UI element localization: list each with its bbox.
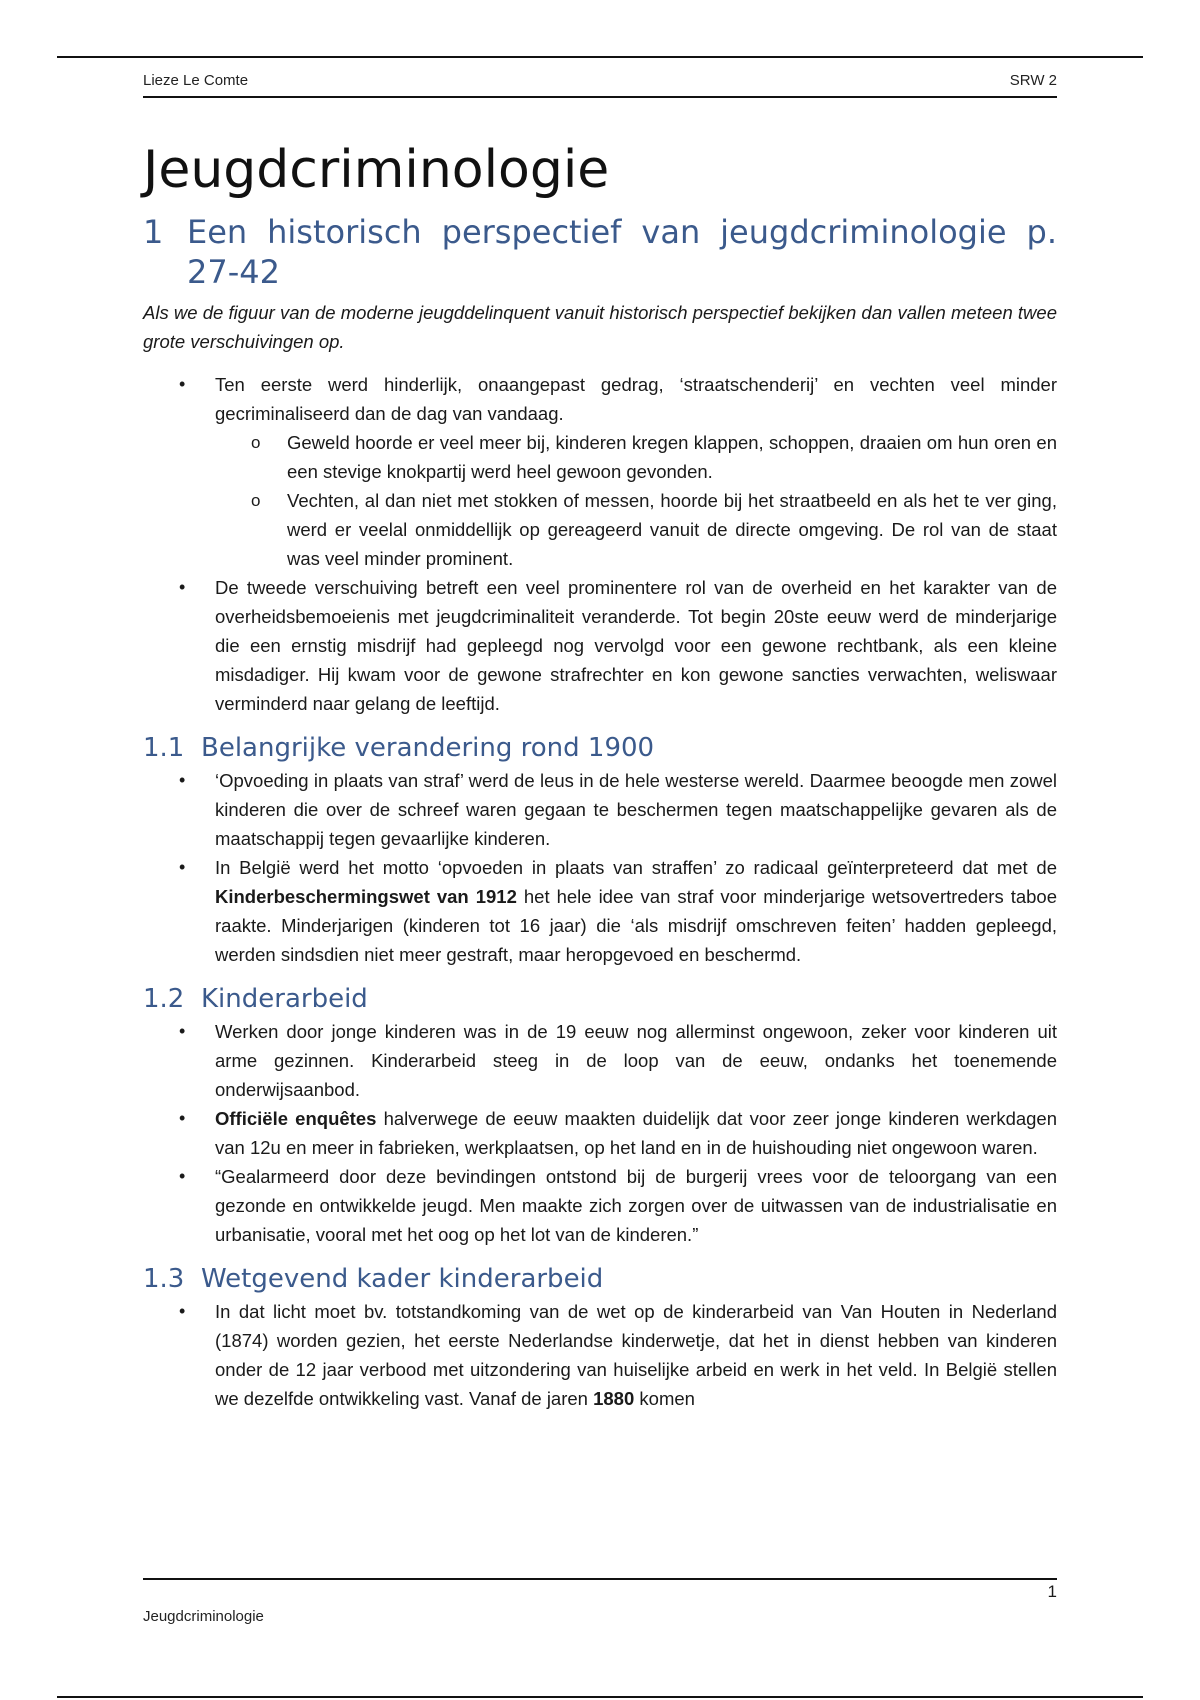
- list-item-text: ‘Opvoeding in plaats van straf’ werd de leus in de hele westerse wereld. Daarmee beoogde men zowel kinderen die over de schreef waren gegaan te beschermen tegen maatschappelijke gevaren als de maatschappij tegen gevaarlijke kinderen.: [215, 770, 1057, 849]
- subsection-title: Belangrijke verandering rond 1900: [201, 733, 655, 763]
- header-author: Lieze Le Comte: [143, 72, 249, 89]
- list-item-bold-text: Officiële enquêtes: [215, 1108, 377, 1129]
- section-1-1-heading: [143, 732, 1057, 764]
- subsection-number: 1.1: [143, 733, 185, 763]
- list-item-text: In België werd het motto ‘opvoeden in plaats van straffen’ zo radicaal geïnterpreteerd dat met de: [215, 857, 1057, 878]
- page-header: [143, 72, 1057, 98]
- list-item: [143, 1017, 1057, 1104]
- section-1-2-heading: [143, 983, 1057, 1015]
- list-item: [143, 1162, 1057, 1249]
- section-title: Een historisch perspectief van jeugdcriminologie p. 27-42: [187, 213, 1057, 291]
- header-course: SRW 2: [1009, 72, 1057, 89]
- sub-list-item-text: Geweld hoorde er veel meer bij, kinderen kregen klappen, schoppen, draaien om hun oren en een stevige knokpartij werd heel gewoon gevonden.: [287, 432, 1057, 482]
- page-bottom-rule: [57, 1696, 1143, 1698]
- list-item-text: “Gealarmeerd door deze bevindingen ontstond bij de burgerij vrees voor de teloorgang van een gezonde en ontwikkelde jeugd. Men maakte zich zorgen over de uitwassen van de industrialisatie en urbanisatie, vooral met het oog op het lot van de kinderen.”: [215, 1166, 1057, 1245]
- subsection-title: Wetgevend kader kinderarbeid: [201, 1264, 604, 1294]
- sub-list-item: [215, 486, 1057, 573]
- section-1-sublist: [215, 428, 1057, 573]
- list-item: [143, 853, 1057, 969]
- footer-label: Jeugdcriminologie: [143, 1608, 264, 1625]
- sub-list-item: [215, 428, 1057, 486]
- list-item-text: Ten eerste werd hinderlijk, onaangepast gedrag, ‘straatschenderij’ en vechten veel minder gecriminaliseerd dan de dag van vandaag.: [215, 374, 1057, 424]
- list-item-text: komen: [634, 1388, 695, 1409]
- subsection-title: Kinderarbeid: [201, 984, 368, 1014]
- subsection-number: 1.2: [143, 984, 185, 1014]
- list-item: [143, 766, 1057, 853]
- list-item: [143, 1297, 1057, 1413]
- section-1-list: [143, 370, 1057, 428]
- sub-list-item-text: Vechten, al dan niet met stokken of messen, hoorde bij het straatbeeld en als het te ver ging, werd er veelal onmiddellijk op gereageerd vanuit de directe omgeving. De rol van de staat was veel minder prominent.: [287, 490, 1057, 569]
- section-number: 1: [143, 213, 164, 251]
- list-item: [143, 1104, 1057, 1162]
- section-1-1-list: [143, 766, 1057, 969]
- list-item: [143, 573, 1057, 718]
- section-1-2-list: [143, 1017, 1057, 1249]
- section-1-3-heading: [143, 1263, 1057, 1295]
- list-item-text: In dat licht moet bv. totstandkoming van de wet op de kinderarbeid van Van Houten in Nederland (1874) worden gezien, het eerste Nederlandse kinderwetje, dat het in dienst hebben van kinderen onder de 12 jaar verbood met uitzondering van huiselijke arbeid en werk in het veld. In België stellen we dezelfde ontwikkeling vast. Vanaf de jaren: [215, 1301, 1057, 1409]
- list-item-text: halverwege de eeuw maakten duidelijk dat voor zeer jonge kinderen werkdagen van 12u en meer in fabrieken, werkplaatsen, op het land en in de huishouding niet ongewoon waren.: [215, 1108, 1058, 1158]
- list-item-bold-text: 1880: [593, 1388, 635, 1409]
- footer-rule: [143, 1578, 1057, 1580]
- section-1-list-continued: [143, 573, 1057, 718]
- list-item-text: De tweede verschuiving betreft een veel prominentere rol van de overheid en het karakter van de overheidsbemoeienis met jeugdcriminaliteit veranderde. Tot begin 20ste eeuw werd de minderjarige die een ernstig misdrijf had gepleegd nog vervolgd voor een gewone rechtbank, als een kleine misdadiger. Hij kwam voor de gewone strafrechter en kon gewone sancties verwachten, weliswaar verminderd naar gelang de leeftijd.: [215, 577, 1057, 714]
- list-item-text: het hele idee van straf voor minderjarige wetsovertreders taboe raakte. Minderjarigen (kinderen tot 16 jaar) die ‘als misdrijf omschreven feiten’ hadden gepleegd, werden sindsdien niet meer gestraft, maar heropgevoed en beschermd.: [215, 886, 1057, 965]
- section-1-heading: [143, 212, 1057, 292]
- document-title: Jeugdcriminologie: [143, 140, 610, 200]
- subsection-number: 1.3: [143, 1264, 185, 1294]
- section-1-intro: Als we de figuur van de moderne jeugddelinquent vanuit historisch perspectief bekijken dan vallen meteen twee grote verschuivingen op.: [143, 302, 1057, 352]
- document-body: [143, 138, 1057, 1413]
- page-number: 1: [1047, 1582, 1057, 1601]
- page-top-rule: [57, 56, 1143, 58]
- list-item: [143, 370, 1057, 428]
- list-item-text: Werken door jonge kinderen was in de 19 eeuw nog allerminst ongewoon, zeker voor kinderen uit arme gezinnen. Kinderarbeid steeg in de loop van de eeuw, ondanks het toenemende onderwijsaanbod.: [215, 1021, 1057, 1100]
- list-item-bold-text: Kinderbeschermingswet van 1912: [215, 886, 517, 907]
- section-1-3-list: [143, 1297, 1057, 1413]
